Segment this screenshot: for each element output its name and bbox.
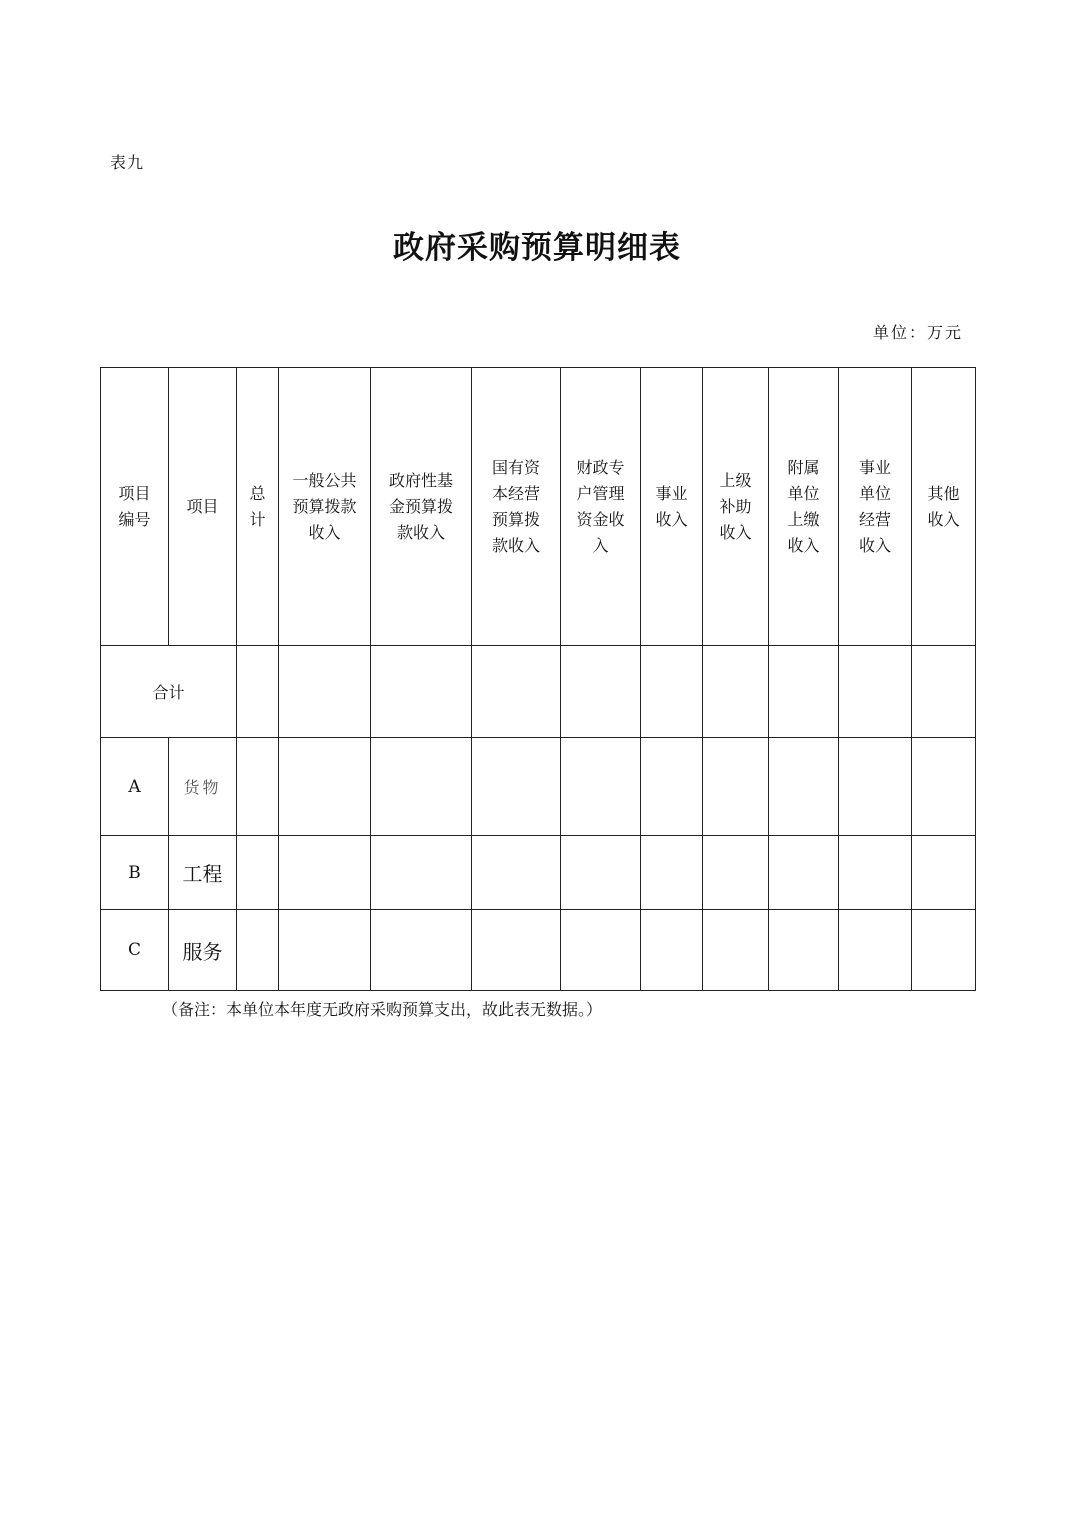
header-cell-project-code [101, 368, 169, 646]
header-text: 项目 编号 [118, 483, 151, 529]
table-cell [561, 836, 641, 910]
table-cell [279, 738, 371, 836]
header-cell-total [237, 368, 279, 646]
table-cell [371, 646, 472, 738]
table-cell [237, 910, 279, 991]
table-cell [703, 910, 769, 991]
header-text: 财政专 户管理 资金收 入 [576, 457, 625, 555]
table-cell [279, 836, 371, 910]
table-cell [472, 836, 561, 910]
table-cell [703, 836, 769, 910]
header-cell-affiliate-remittance [769, 368, 839, 646]
table-cell [703, 738, 769, 836]
table-cell [769, 646, 839, 738]
table-cell [561, 738, 641, 836]
header-text: 其他 收入 [927, 483, 960, 529]
header-text: 总 计 [249, 483, 266, 529]
table-cell [561, 646, 641, 738]
row-name: 工程 [169, 836, 237, 910]
table-cell [839, 738, 912, 836]
table-cell [839, 836, 912, 910]
table-cell [912, 836, 976, 910]
remark-note: （备注：本单位本年度无政府采购预算支出，故此表无数据。） [162, 1000, 603, 1019]
row-name: 服务 [169, 910, 237, 991]
table-cell [561, 910, 641, 991]
table-cell [912, 738, 976, 836]
row-code: A [101, 738, 169, 836]
table-cell [472, 646, 561, 738]
table-cell [472, 738, 561, 836]
header-cell-superior-subsidy [703, 368, 769, 646]
table-cell [371, 836, 472, 910]
header-text: 附属 单位 上缴 收入 [787, 457, 820, 555]
document-title: 政府采购预算明细表 [393, 230, 681, 266]
header-row [101, 368, 976, 646]
table-cell [237, 738, 279, 836]
header-cell-business-income [641, 368, 703, 646]
header-cell-general-budget [279, 368, 371, 646]
header-text: 政府性基 金预算拨 款收入 [388, 470, 453, 542]
header-cell-other-income [912, 368, 976, 646]
table-cell [912, 910, 976, 991]
table-row [101, 836, 976, 910]
procurement-budget-table [100, 367, 976, 991]
table-cell [641, 836, 703, 910]
header-cell-special-account [561, 368, 641, 646]
table-cell [769, 910, 839, 991]
unit-label: 单位：万元 [873, 323, 964, 342]
table-row [101, 910, 976, 991]
header-text: 一般公共 预算拨款 收入 [292, 470, 357, 542]
table-cell [237, 646, 279, 738]
table-cell [371, 910, 472, 991]
table-cell [912, 646, 976, 738]
table-row [101, 738, 976, 836]
total-row [101, 646, 976, 738]
total-label: 合计 [101, 646, 237, 738]
header-cell-government-fund [371, 368, 472, 646]
table-cell [641, 910, 703, 991]
table-cell [371, 738, 472, 836]
header-cell-project [169, 368, 237, 646]
table-cell [641, 646, 703, 738]
row-name: 货物 [169, 738, 237, 836]
header-text: 事业 单位 经营 收入 [858, 457, 891, 555]
header-text: 上级 补助 收入 [719, 470, 752, 542]
header-cell-operating-income [839, 368, 912, 646]
table-cell [641, 738, 703, 836]
row-code: B [101, 836, 169, 910]
header-text: 事业 收入 [655, 483, 688, 529]
table-cell [769, 836, 839, 910]
table-cell [237, 836, 279, 910]
table-cell [839, 646, 912, 738]
header-text: 国有资 本经营 预算拨 款收入 [491, 457, 540, 555]
table-cell [703, 646, 769, 738]
table-cell [839, 910, 912, 991]
table-cell [279, 910, 371, 991]
row-code: C [101, 910, 169, 991]
table-cell [279, 646, 371, 738]
table-number-label: 表九 [110, 153, 145, 172]
header-text: 项目 [186, 496, 219, 516]
header-cell-state-capital [472, 368, 561, 646]
table-cell [769, 738, 839, 836]
table-cell [472, 910, 561, 991]
